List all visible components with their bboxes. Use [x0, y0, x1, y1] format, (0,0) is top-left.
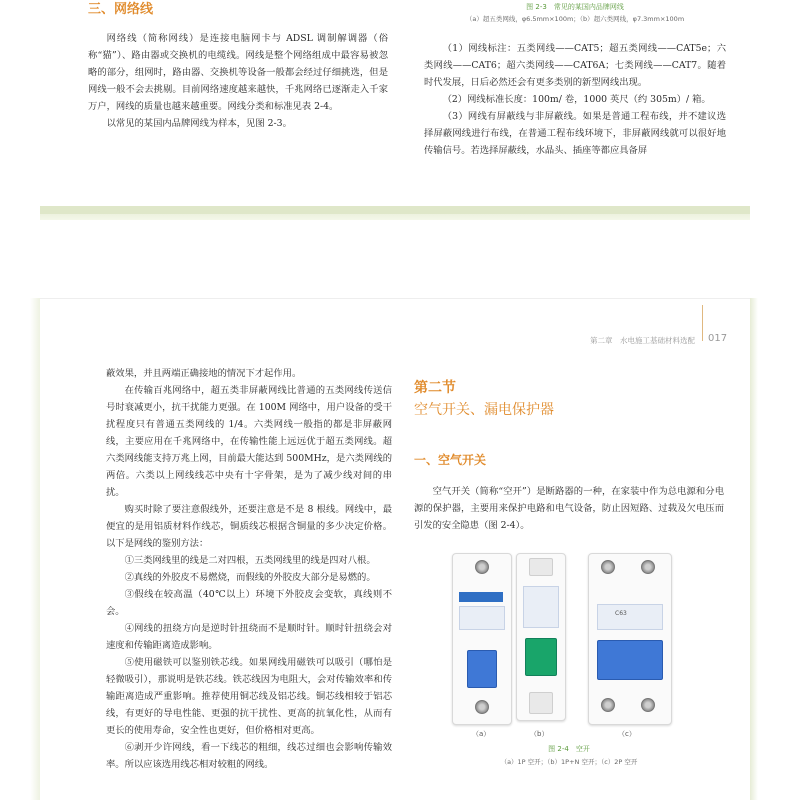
paragraph: 空气开关（简称“空开”）是断路器的一种，在家装中作为总电源和分电源的保护器，主要用来保护电路和电气设备，防止因短路、过载及欠电压而引发的安全隐患（图 2-4）。 [414, 486, 724, 531]
breaker-1p-n [516, 553, 566, 721]
rating-label [597, 604, 663, 630]
header-divider [702, 305, 703, 341]
terminal-screw-icon [641, 560, 655, 574]
bottom-clip [529, 692, 553, 714]
switch-lever [467, 650, 497, 688]
top-right-text [424, 40, 726, 159]
paragraph: 以常见的某国内品牌网线为样本，见图 2-3。 [106, 118, 292, 129]
paragraph: ④网线的扭绕方向是逆时针扭绕而不是顺时针。顺时针扭绕会对速度和传输距离造成影响。 [106, 623, 392, 651]
paragraph: ⑥剥开少许网线，看一下线芯的粗细，线芯过细也会影响传输效率。所以应该选用线芯相对较粗的网线。 [106, 742, 392, 770]
rating-label [523, 586, 559, 628]
bottom-left-text [106, 365, 392, 773]
paragraph: 购买时除了要注意假线外，还要注意是不是 8 根线。网线中，最便宜的是用铝质材料作线芯，铜质线芯根据含铜量的多少决定价格。以下是网线的鉴别方法： [106, 504, 392, 549]
breaker-2p [588, 553, 672, 725]
top-clip [529, 558, 553, 576]
brand-label [459, 592, 503, 602]
page-shadow-left [30, 298, 40, 800]
figure-2-4-caption: 图 2-4 空开 [548, 745, 590, 753]
terminal-screw-icon [475, 560, 489, 574]
terminal-screw-icon [475, 700, 489, 714]
terminal-screw-icon [641, 698, 655, 712]
bottom-right-text [414, 483, 724, 534]
rating-label [459, 606, 505, 630]
figure-2-4-subcaption: （a）1P 空开；（b）1P+N 空开；（c）2P 空开 [500, 758, 638, 766]
paragraph: 网络线（简称网线）是连接电脑网卡与 ADSL 调制解调器（俗称“猫”）、路由器或交换机的电缆线。网线是整个网络组成中最容易被忽略的部分，组网时，路由器、交换机等设备一般都会经过仔细挑选，但是网线一般不会去挑剔。目前网络速度越来越快，千兆网络已逐渐走入千家万户，网线的质量也越来越重要。网线分类和标准见表 2-4。 [88, 33, 388, 112]
section-number: 第二节 [414, 380, 456, 396]
paragraph: ②真线的外胶皮不易燃烧，而假线的外胶皮大部分是易燃的。 [124, 572, 376, 583]
paragraph: ⑤使用磁铁可以鉴别铁芯线。如果网线用磁铁可以吸引（哪怕是轻微吸引），那说明是铁芯线。铁芯线因为电阻大，会对传输效率和传输距离造成严重影响。推荐使用铜芯线及铝芯线。铜芯线相较于铝芯线，有更好的导电性能、更强的抗干扰性、更高的抗氧化性，从而有更长的使用寿命，安全性也更好，但价格相对更高。 [106, 657, 392, 736]
running-header: 第二章 水电施工基础材料选配 [590, 336, 695, 345]
terminal-screw-icon [601, 698, 615, 712]
top-left-text [88, 30, 388, 132]
subsection-heading: 一、空气开关 [414, 453, 487, 467]
paragraph: （1）网线标注：五类网线——CAT5；超五类网线——CAT5e；六类网线——CAT6；超六类网线——CAT6A；七类网线——CAT7。随着时代发展，日后必然还会有更多类别的新型网线出现。 [424, 43, 726, 88]
figure-2-3-caption: 图 2-3 常见的某国内品牌网线 [526, 3, 624, 11]
paragraph: （3）网线有屏蔽线与非屏蔽线。如果是普通工程布线，并不建议选择屏蔽网线进行布线，在普通工程布线环境下，非屏蔽网线就可以很好地传输信号。若选择屏蔽线，水晶头、插座等都应具备屏 [424, 111, 726, 156]
breaker-1p [452, 553, 512, 725]
breaker-rating-mark: C63 [615, 610, 627, 617]
figure-2-3-subcaption: （a）超五类网线，φ6.5mm×100m；（b）超六类网线，φ7.3mm×100m [465, 15, 685, 23]
paragraph: ③假线在较高温（40℃以上）环境下外胶皮会变软，真线则不会。 [106, 589, 392, 617]
page-shadow-right [750, 298, 758, 800]
page-number: 017 [708, 333, 728, 344]
paragraph: （2）网线标准长度：100m/ 卷，1000 英尺（约 305m）/ 箱。 [442, 94, 711, 105]
section-heading-network-cable: 三、网络线 [88, 2, 154, 17]
top-page [40, 0, 750, 206]
bottom-page [40, 298, 750, 801]
page-shadow [40, 206, 750, 220]
terminal-screw-icon [601, 560, 615, 574]
switch-lever-green [525, 638, 557, 676]
figure-sublabel-a: （a） [472, 730, 491, 738]
paragraph: 蔽效果，并且两端正确接地的情况下才起作用。 [106, 368, 302, 379]
switch-lever [597, 640, 663, 680]
section-title: 空气开关、漏电保护器 [414, 402, 554, 418]
paragraph: 在传输百兆网络中，超五类非屏蔽网线比普通的五类网线传送信号时衰减更小，抗干扰能力更强。在 100M 网络中，用户设备的受干扰程度只有普通五类网线的 1/4。六类网线一般指的都是非屏蔽网线，主要应用在千兆网络中，在传输性能上远远优于超五类网线。超六类网线能支持万兆上网，目前最大能达到 500MHz，是六类网线的两倍。六类以上网线线芯中央有十字骨架，是为了减少线对间的串扰。 [106, 385, 392, 498]
figure-sublabel-c: （c） [618, 730, 636, 738]
figure-sublabel-b: （b） [530, 730, 549, 738]
paragraph: ①三类网线里的线是二对四根，五类网线里的线是四对八根。 [124, 555, 376, 566]
